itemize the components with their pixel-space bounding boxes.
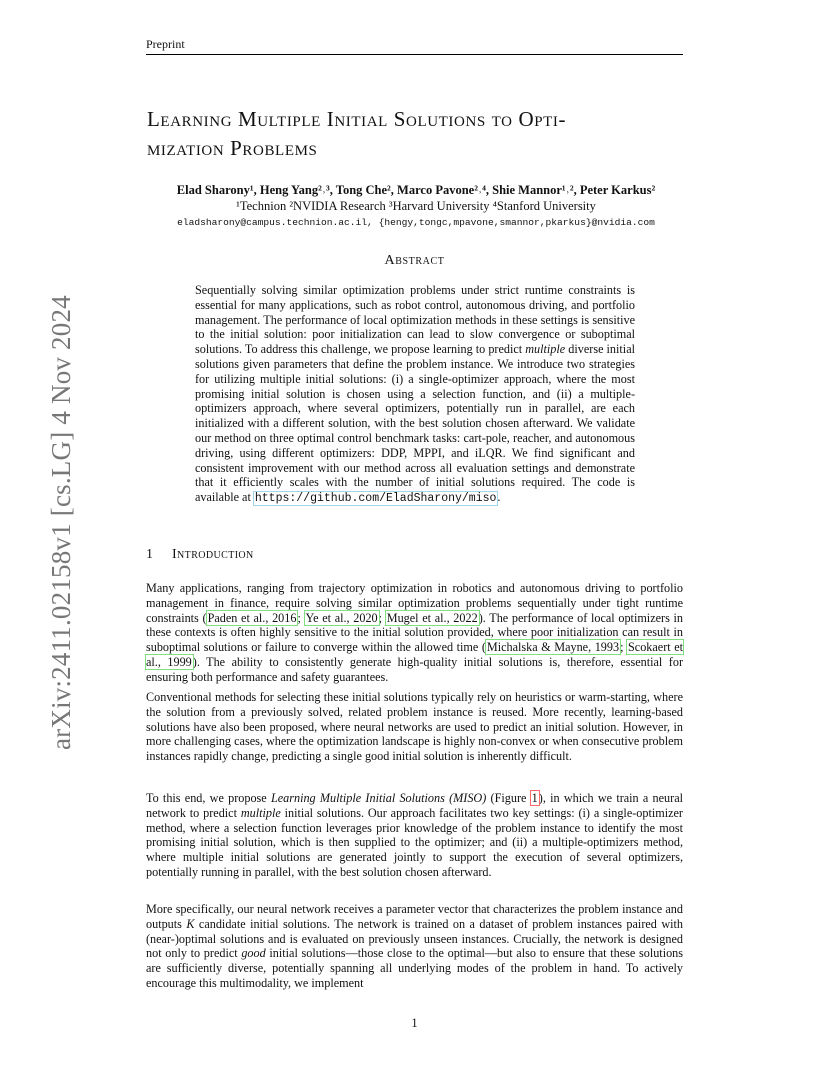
section-heading-introduction [146, 547, 683, 563]
intro-paragraph-1: Many applications, ranging from trajectory optimization in robotics and autonomous driving to portfolio management in finance, require solving similar optimization problems sequentially under tight runtime constraints (Paden et al., 2016; Ye et al., 2020; Mugel et al., 2022). The performance of local optimizers in these contexts is often highly sensitive to the initial solution provided, where poor initialization can result in suboptimal solutions or failure to converge within the allowed time (Michalska & Mayne, 1993; Scokaert et al., 1999). The ability to consistently generate high-quality initial solutions is, therefore, essential for ensuring both performance and safety guarantees. [146, 581, 684, 684]
figure-reference-link[interactable]: 1 [531, 791, 538, 805]
intro-paragraph-3: To this end, we propose Learning Multiple Initial Solutions (MISO) (Figure 1), in which we train a neural network to predict multiple initial solutions. Our approach facilitates two key settings: (i) a single-optimizer method, where a selection function leverages prior knowledge of the problem instance to identify the most promising initial solution, which is then supplied to the optimizer; and (ii) a multiple-optimizers method, where multiple initial solutions are generated jointly to support the execution of several optimizers, potentially running in parallel, with the best solution chosen afterward. [146, 791, 683, 879]
section-title: Introduction [172, 547, 254, 562]
citation-link[interactable]: Mugel et al., 2022 [386, 610, 478, 625]
paper-title [147, 105, 687, 163]
title-line-2: mization Problems [147, 136, 318, 160]
abstract-text: Sequentially solving similar optimization problems under strict runtime constraints is essential for many applications, such as robot control, autonomous driving, and portfolio management. The performance of local optimization methods in these settings is sensitive to the initial solution: poor initialization can lead to slow convergence or suboptimal solutions. To address this challenge, we propose learning to predict multiple diverse initial solutions given parameters that define the problem instance. We introduce two strategies for utilizing multiple initial solutions: (i) a single-optimizer approach, where the most promising initial solution is chosen using a selection function, and (ii) a multiple-optimizers approach, where several optimizers, potentially run in parallel, are each initialized with a different solution, with the best solution chosen afterward. We validate our method on three optimal control benchmark tasks: cart-pole, reacher, and autonomous driving, using different optimizers: DDP, MPPI, and iLQR. We find significant and consistent improvement with our method across all evaluation settings and demonstrate that it efficiently scales with the number of initial solutions required. The code is available at https://github.com/EladSharony/miso. [195, 283, 635, 506]
citation-link[interactable]: Ye et al., 2020 [305, 610, 378, 625]
citation-link[interactable]: Michalska & Mayne, 1993 [486, 640, 620, 655]
math-variable-k: K [186, 916, 195, 931]
author-list: Elad Sharony¹, Heng Yang²˒³, Tong Che², Marco Pavone²˒⁴, Shie Mannor¹˒², Peter Karkus² [176, 183, 656, 197]
intro-paragraph-2: Conventional methods for selecting these initial solutions typically rely on heuristics or warm-starting, where the solution from a previously solved, related problem instance is reused. More recently, learning-based solutions have also been proposed, where neural networks are used to predict an initial solution. However, in more challenging cases, where the optimization landscape is highly non-convex or when consecutive problem instances rapidly change, predicting a single good initial solution is inherently difficult. [146, 690, 683, 764]
title-line-1: Learning Multiple Initial Solutions to Opti- [147, 107, 567, 131]
citation-link[interactable]: Scokaert et al., 1999 [146, 640, 683, 669]
arxiv-sidebar [22, 290, 76, 750]
code-link[interactable]: https://github.com/EladSharony/miso [254, 492, 497, 506]
abstract-heading: Abstract [384, 253, 445, 268]
running-header: Preprint [146, 37, 683, 55]
page-number: 1 [411, 1016, 418, 1030]
affiliations: ¹Technion ²NVIDIA Research ³Harvard University ⁴Stanford University [236, 199, 596, 213]
author-emails: eladsharony@campus.technion.ac.il, {hengy,tongc,mpavone,smannor,pkarkus}@nvidia.com [177, 217, 655, 228]
intro-paragraph-4: More specifically, our neural network receives a parameter vector that characterizes the problem instance and outputs K candidate initial solutions. The network is trained on a dataset of problem instances paired with (near-)optimal solutions and is evaluated on previously unseen instances. Crucially, the network is designed not only to predict good initial solutions—those close to the optimal—but also to ensure that these solutions are sufficiently diverse, potentially spanning all underlying modes of the problem in hand. To actively encourage this multimodality, we implement [146, 902, 684, 990]
citation-link[interactable]: Paden et al., 2016 [207, 610, 297, 625]
abstract-emphasis: multiple [525, 342, 566, 357]
arxiv-identifier: arXiv:2411.02158v1 [cs.LG] 4 Nov 2024 [46, 295, 76, 750]
section-number: 1 [146, 547, 154, 562]
